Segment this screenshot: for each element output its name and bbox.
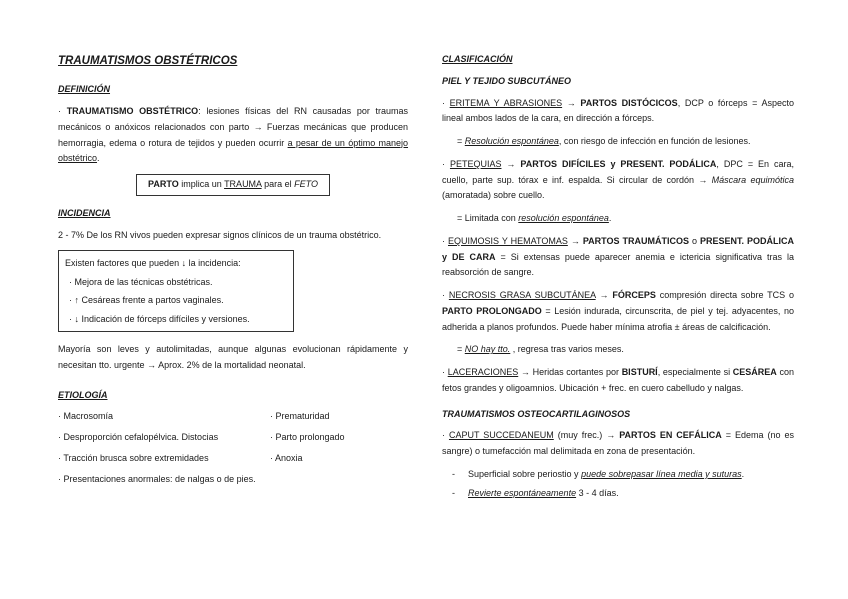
arrow: → [501, 158, 521, 169]
etiologia-item: · Desproporción cefalopélvica. Distocias [58, 432, 219, 443]
definicion-term: TRAUMATISMO OBSTÉTRICO [66, 106, 199, 117]
necrosis-resolution [442, 342, 794, 358]
eritema-res-text: , con riesgo de infección en función de lesiones. [558, 136, 751, 146]
petequias-paragraph [442, 157, 794, 204]
petequias-italic: Máscara equimótica [711, 174, 794, 185]
arrow: → [595, 290, 613, 300]
eritema-text: , DCP o fórceps = Aspecto lineal ambos lados de la cara, en dirección a fórceps. [442, 97, 794, 124]
caput-item-2-end: 3 - 4 días. [576, 487, 619, 498]
caput-paragraph [442, 428, 794, 460]
list-item [442, 486, 794, 502]
bullet: · [442, 158, 450, 169]
eritema-paragraph [442, 96, 794, 128]
etiologia-list [58, 409, 408, 466]
laceraciones-term: LACERACIONES [447, 367, 519, 377]
etiologia-item: · Macrosomía [58, 411, 114, 422]
caput-item-1-underlined: puede sobrepasar línea media y suturas [581, 468, 742, 479]
petequias-end: (amoratada) sobre cuello. [442, 190, 545, 201]
petequias-res-end: . [608, 213, 612, 223]
petequias-term: PETEQUIAS [449, 158, 502, 169]
right-column [442, 52, 794, 504]
definicion-text: : lesiones físicas del RN causadas por traumas mecánicos o anóxicos relacionados con parto → Fuerzas mecánicas que producen hemorragia, edema o rotura de tejidos y pueden ocurrir [58, 106, 409, 148]
equimosis-paragraph [442, 234, 794, 281]
laceraciones-text-2: , especialmente si [657, 367, 733, 377]
osteo-subheading: TRAUMATISMOS OSTEOCARTILAGINOSOS [442, 408, 631, 419]
equimosis-cause-1: PARTOS TRAUMÁTICOS [582, 235, 689, 246]
equals: = [457, 136, 465, 146]
box-trauma: TRAUMA [224, 179, 262, 190]
definicion-heading: DEFINICIÓN [58, 84, 111, 95]
laceraciones-text-3: con fetos grandes y oligoamnios. Ubicación + frec. en cuero cabelludo y nalgas. [442, 367, 794, 393]
equimosis-term: EQUIMOSIS Y HEMATOMAS [448, 235, 568, 246]
eritema-resolution [442, 134, 794, 150]
factores-box [58, 250, 294, 332]
equimosis-text: = Si extensas puede aparecer anemia e ictericia significativa tras la reabsorción de sangre. [442, 251, 794, 278]
parto-trauma-box [136, 174, 330, 196]
necrosis-cause-2: PARTO PROLONGADO [442, 305, 542, 316]
bullet: · [442, 430, 449, 441]
petequias-resolution [442, 211, 794, 227]
petequias-text: , DPC = En cara, cuello, parte sup. tórax e inf. espalda. Si circular de cordón → [442, 158, 794, 185]
necrosis-res-end: , regresa tras varios meses. [510, 344, 624, 355]
etiologia-item: · Presentaciones anormales: de nalgas o de pies. [58, 473, 256, 484]
list-item [442, 467, 794, 483]
necrosis-term: NECROSIS GRASA SUBCUTÁNEA [448, 290, 596, 300]
etiologia-heading: ETIOLOGÍA [58, 389, 108, 400]
necrosis-text: = Lesión indurada, circunscrita, de piel y tej. adyacentes, no adherida a planos profundos. Puede haber mínima atrofia ± áreas de calcificación. [442, 305, 794, 332]
box-feto: FETO [294, 179, 318, 190]
equimosis-o: o [689, 235, 700, 246]
clasificacion-heading: CLASIFICACIÓN [442, 54, 513, 64]
arrow: → [562, 97, 581, 108]
bullet: · [442, 290, 449, 300]
laceraciones-text-1: → Heridas cortantes por [518, 367, 622, 377]
piel-subheading: PIEL Y TEJIDO SUBCUTÁNEO [442, 75, 572, 86]
box-para: para el [261, 179, 295, 190]
factor-item: · ↓ Indicación de fórceps difíciles y versiones. [69, 313, 250, 324]
bullet: · [58, 106, 67, 117]
caput-cause: PARTOS EN CEFÁLICA [619, 430, 722, 441]
incidencia-heading: INCIDENCIA [58, 207, 111, 218]
bullet: · [442, 235, 448, 246]
box-mid: implica un [178, 179, 225, 190]
etiologia-item: · Prematuridad [270, 411, 330, 422]
caput-item-1-pre: Superficial sobre periostio y [468, 468, 582, 479]
petequias-cause: PARTOS DIFÍCILES y PRESENT. PODÁLICA [520, 158, 717, 169]
etiologia-item: · Parto prolongado [270, 432, 345, 443]
equals: = [457, 344, 465, 355]
eritema-cause: PARTOS DISTÓCICOS [580, 97, 678, 108]
caput-mid: (muy frec.) → [553, 430, 620, 441]
caput-item-2-underlined: Revierte espontáneamente [468, 487, 577, 498]
necrosis-paragraph [442, 288, 794, 335]
factor-item: · ↑ Cesáreas frente a partos vaginales. [69, 295, 224, 306]
mayoria-paragraph: Mayoría son leves y autolimitadas, aunque algunas evolucionan rápidamente y necesitan tto. urgente → Aprox. 2% de la mortalidad neonatal. [58, 344, 408, 370]
definicion-paragraph [58, 104, 408, 167]
laceraciones-bisturi: BISTURÍ [621, 367, 658, 377]
definicion-underlined: a pesar de un óptimo manejo obstétrico [58, 137, 409, 164]
bullet: · [442, 367, 448, 377]
etiologia-item: · Anoxia [270, 452, 303, 463]
necrosis-cause-1: FÓRCEPS [612, 290, 656, 300]
equimosis-cause-2: PRESENT. PODÁLICA y DE CARA [442, 235, 795, 262]
definicion-end: . [97, 153, 100, 164]
arrow: → [567, 235, 583, 246]
necrosis-mid: compresión directa sobre TCS o [655, 290, 794, 300]
etiologia-item: · Tracción brusca sobre extremidades [58, 452, 209, 463]
laceraciones-paragraph [442, 365, 794, 397]
caput-term: CAPUT SUCCEDANEUM [448, 430, 554, 441]
bullet: · [442, 97, 450, 108]
caput-item-1-end: . [741, 468, 745, 479]
eritema-term: ERITEMA Y ABRASIONES [449, 97, 563, 108]
factores-intro: Existen factores que pueden ↓ la incidencia: [65, 258, 241, 269]
page-title: TRAUMATISMOS OBSTÉTRICOS [58, 55, 238, 67]
petequias-res-term: resolución espontánea [518, 213, 609, 223]
caput-text: = Edema (no es sangre) o tumefacción mal delimitada en zona de presentación. [442, 430, 794, 456]
laceraciones-cesarea: CESÁREA [732, 367, 777, 377]
necrosis-res-term: NO hay tto. [464, 344, 511, 355]
factor-item: · Mejora de las técnicas obstétricas. [69, 276, 213, 287]
eritema-res-term: Resolución espontánea [464, 136, 559, 146]
box-parto: PARTO [148, 179, 179, 190]
left-column [58, 52, 408, 487]
incidencia-paragraph: 2 - 7% De los RN vivos pueden expresar signos clínicos de un trauma obstétrico. [58, 229, 382, 240]
equals: = Limitada con [457, 213, 519, 223]
caput-list [442, 467, 794, 502]
